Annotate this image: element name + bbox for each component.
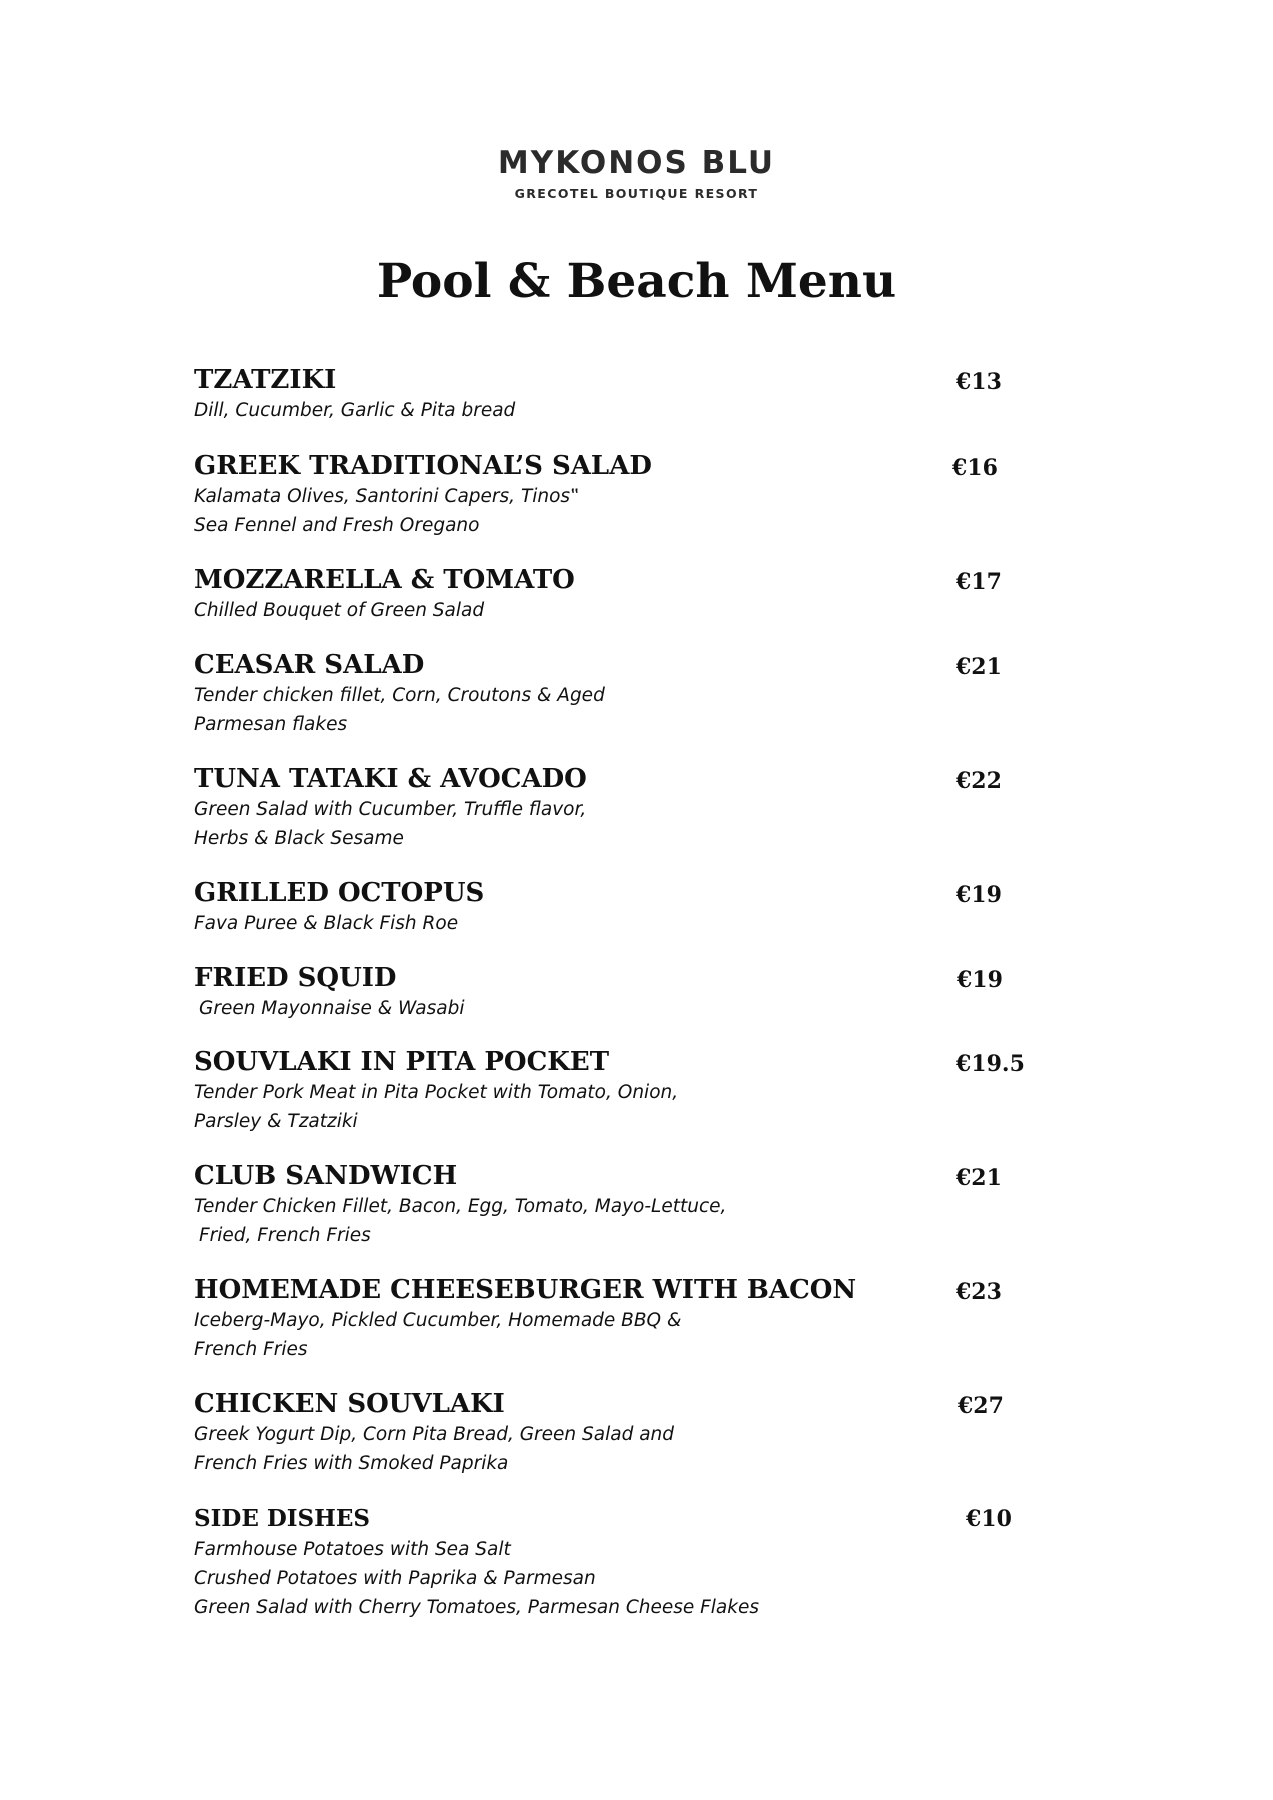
brand-logo [0,146,1273,201]
menu-item-price: €27 [958,1393,1004,1419]
brand-subtitle: GRECOTEL BOUTIQUE RESORT [514,186,759,201]
menu-item-price: €23 [956,1279,1002,1305]
menu-item-description: Parsley & Tzatziki [194,1111,358,1132]
menu-item-description: Tender Chicken Fillet, Bacon, Egg, Tomato, Mayo-Lettuce, [194,1196,727,1217]
menu-item-description: Iceberg-Mayo, Pickled Cucumber, Homemade BBQ & [194,1310,682,1331]
menu-item-name: CEASAR SALAD [194,650,425,680]
menu-item-description: Greek Yogurt Dip, Corn Pita Bread, Green Salad and [194,1424,675,1445]
menu-item-name: MOZZARELLA & TOMATO [194,565,575,595]
menu-item-price: €21 [956,654,1002,680]
menu-item [194,364,1034,425]
menu-item-description: French Fries [194,1339,308,1360]
menu-item [194,649,1034,739]
menu-item-description: French Fries with Smoked Paprika [194,1453,509,1474]
menu-item-description: Crushed Potatoes with Paprika & Parmesan [194,1568,596,1589]
menu-item-description: Tender chicken fillet, Corn, Croutons & Aged [194,685,605,706]
menu-item-description: Chilled Bouquet of Green Salad [194,600,485,621]
menu-item [194,1388,1034,1478]
menu-title: Pool & Beach Menu [376,254,897,309]
menu-item-description: Herbs & Black Sesame [194,828,404,849]
menu-item-name: CLUB SANDWICH [194,1161,458,1191]
menu-item [194,1274,1034,1364]
menu-item [194,564,1034,625]
menu-item-name: SOUVLAKI IN PITA POCKET [194,1047,610,1077]
menu-item [194,1503,1034,1622]
menu-item-name: FRIED SQUID [194,963,397,993]
menu-item-price: €19 [956,882,1002,908]
menu-item-description: Fried, French Fries [199,1225,371,1246]
menu-item [194,450,1034,540]
menu-item-name: TUNA TATAKI & AVOCADO [194,764,587,794]
menu-item [194,962,1034,1023]
menu-item-description: Parmesan flakes [194,714,348,735]
menu-item-description: Green Salad with Cherry Tomatoes, Parmesan Cheese Flakes [194,1597,759,1618]
menu-item-price: €16 [952,455,998,481]
menu-item-description: Dill, Cucumber, Garlic & Pita bread [194,400,516,421]
menu-item [194,1046,1034,1136]
menu-item-description: Sea Fennel and Fresh Oregano [194,515,480,536]
menu-item-price: €13 [956,369,1002,395]
menu-item-price: €19 [957,967,1003,993]
menu-item-name: SIDE DISHES [194,1505,371,1532]
menu-item-name: HOMEMADE CHEESEBURGER WITH BACON [194,1275,857,1305]
menu-item [194,877,1034,938]
menu-item-description: Farmhouse Potatoes with Sea Salt [194,1539,511,1560]
menu-item-description: Tender Pork Meat in Pita Pocket with Tomato, Onion, [194,1082,679,1103]
menu-item-price: €21 [956,1165,1002,1191]
menu-item [194,1160,1034,1250]
menu-item-name: GRILLED OCTOPUS [194,878,485,908]
menu-item-description: Fava Puree & Black Fish Roe [194,913,459,934]
menu-item-price: €19.5 [956,1051,1025,1077]
menu-item-description: Kalamata Olives, Santorini Capers, Tinos‟ [194,486,580,507]
menu-item-price: €22 [956,768,1002,794]
menu-item-price: €10 [966,1506,1012,1532]
menu-item-price: €17 [956,569,1002,595]
brand-name: MYKONOS BLU [497,145,776,181]
menu-item-name: TZATZIKI [194,365,337,395]
menu-item-name: GREEK TRADITIONAL’S SALAD [194,451,652,481]
menu-item-description: Green Salad with Cucumber, Truffle flavor, [194,799,587,820]
menu-item-description: Green Mayonnaise & Wasabi [199,998,465,1019]
menu-item-name: CHICKEN SOUVLAKI [194,1389,505,1419]
menu-item [194,763,1034,853]
